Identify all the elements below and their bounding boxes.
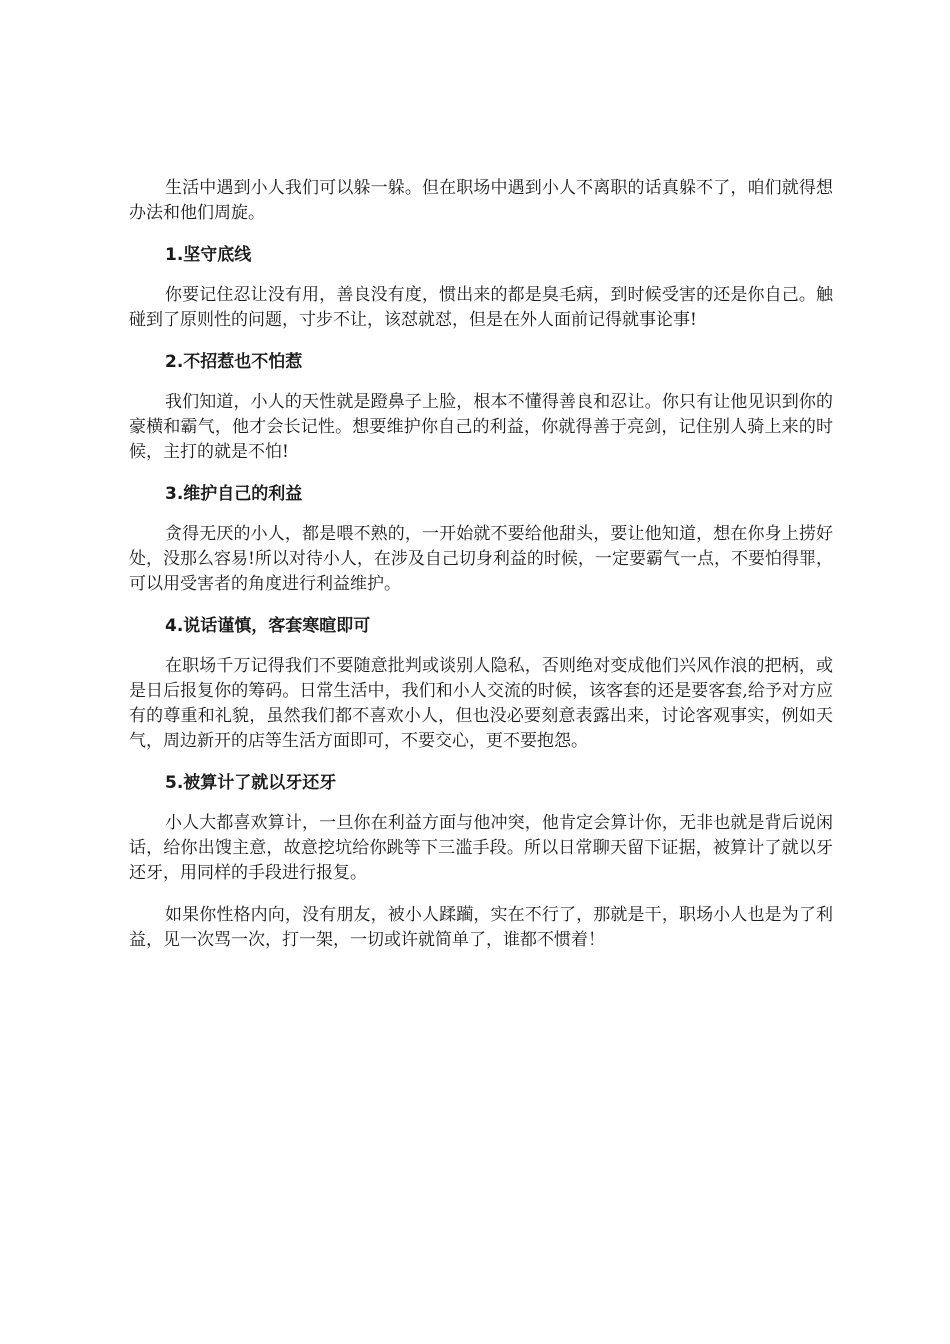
document-body xyxy=(129,176,833,953)
section-heading-3: 3.维护自己的利益 xyxy=(165,484,303,504)
section-heading-1: 1.坚守底线 xyxy=(165,245,252,265)
section-heading-4: 4.说话谨慎，客套寒暄即可 xyxy=(165,616,371,636)
section-heading-5: 5.被算计了就以牙还牙 xyxy=(165,773,337,793)
section-body-5: 小人大都喜欢算计，一旦你在利益方面与他冲突，他肯定会算计你，无非也就是背后说闲话，给你出馊主意，故意挖坑给你跳等下三滥手段。所以日常聊天留下证据，被算计了就以牙还牙，用同样的手段进行报复。 xyxy=(129,813,833,883)
section-body-4: 在职场千万记得我们不要随意批判或谈别人隐私，否则绝对变成他们兴风作浪的把柄，或是日后报复你的筹码。日常生活中，我们和小人交流的时候，该客套的还是要客套,给予对方应有的尊重和礼貌，虽然我们都不喜欢小人，但也没必要刻意表露出来，讨论客观事实，例如天气，周边新开的店等生活方面即可，不要交心，更不要抱怨。 xyxy=(129,656,833,751)
section-heading-2: 2.不招惹也不怕惹 xyxy=(165,352,303,372)
section-body-2: 我们知道，小人的天性就是蹬鼻子上脸，根本不懂得善良和忍让。你只有让他见识到你的豪横和霸气，他才会长记性。想要维护你自己的利益，你就得善于亮剑，记住别人骑上来的时候，主打的就是不怕! xyxy=(129,392,833,462)
conclusion-paragraph: 如果你性格内向，没有朋友，被小人蹂躏，实在不行了，那就是干，职场小人也是为了利益，见一次骂一次，打一架，一切或许就简单了，谁都不惯着！ xyxy=(129,905,833,950)
section-body-3: 贪得无厌的小人，都是喂不熟的，一开始就不要给他甜头，要让他知道，想在你身上捞好处，没那么容易!所以对待小人，在涉及自己切身利益的时候，一定要霸气一点，不要怕得罪，可以用受害者的角度进行利益维护。 xyxy=(129,524,833,594)
intro-paragraph: 生活中遇到小人我们可以躲一躲。但在职场中遇到小人不离职的话真躲不了，咱们就得想办法和他们周旋。 xyxy=(129,178,833,223)
section-body-1: 你要记住忍让没有用，善良没有度，惯出来的都是臭毛病，到时候受害的还是你自己。触碰到了原则性的问题，寸步不让，该怼就怼，但是在外人面前记得就事论事! xyxy=(129,285,833,330)
